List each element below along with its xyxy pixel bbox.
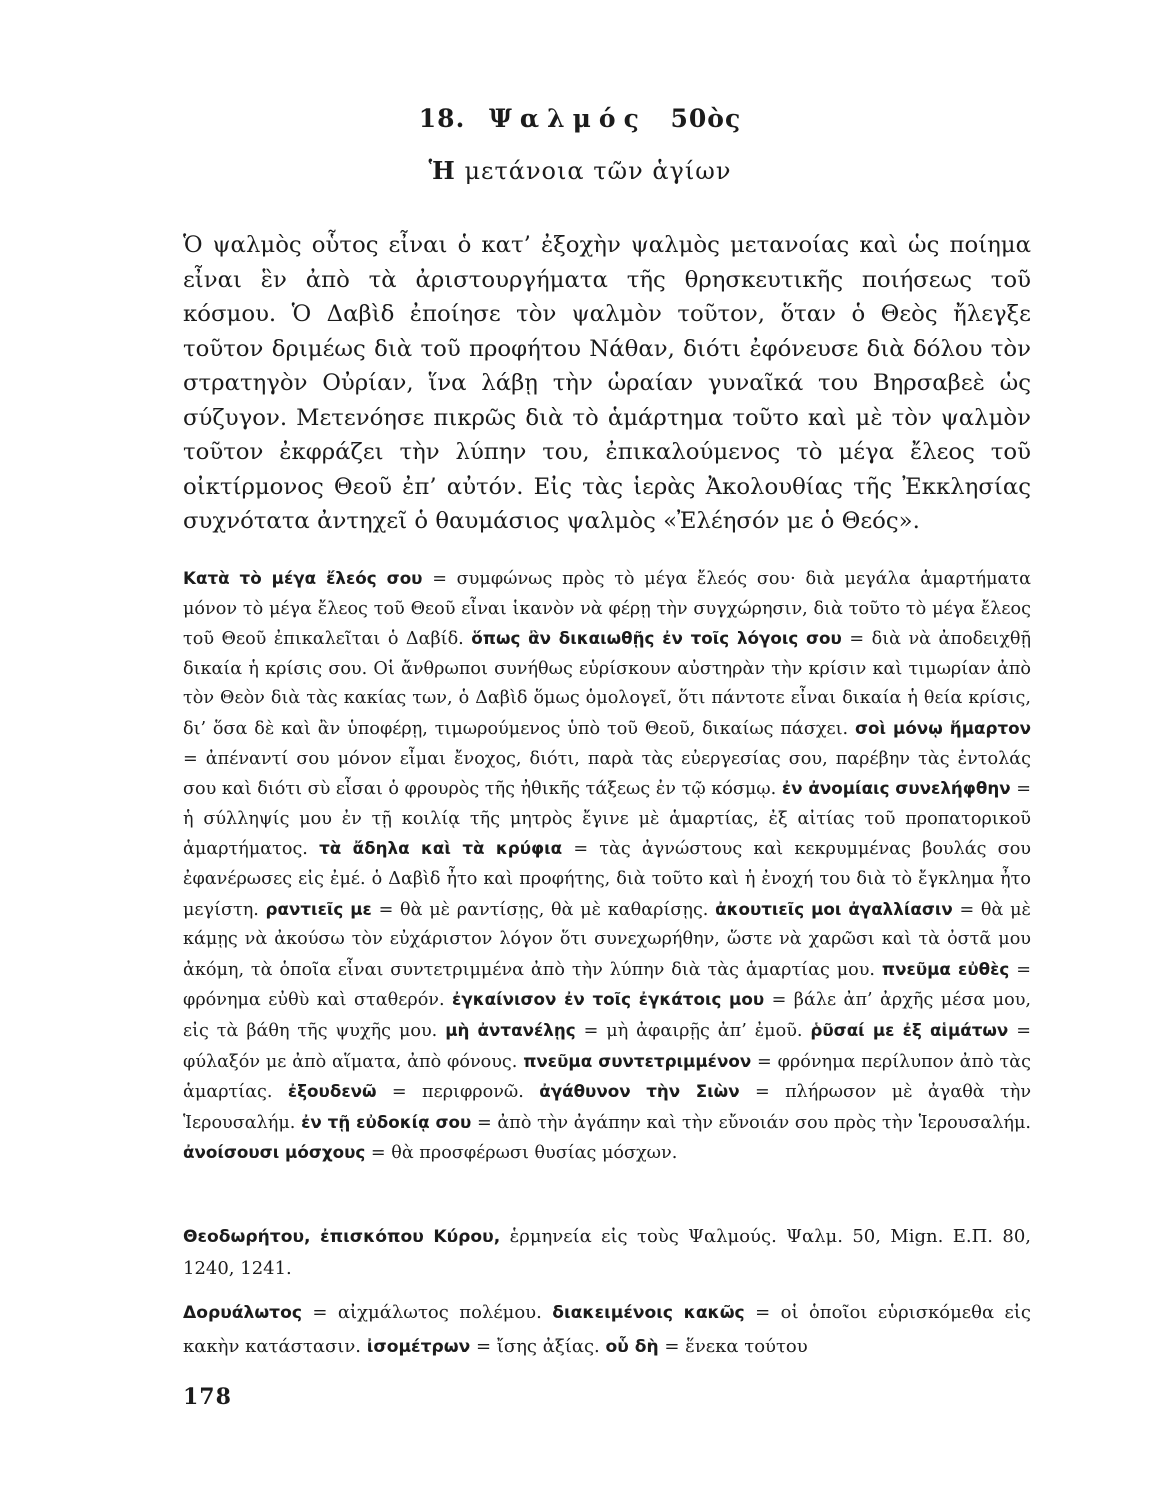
notes-term: ἐν ἀνομίαις συνελήφθην [781,778,1011,799]
chapter-number: 18. [418,104,466,133]
notes-definition: = φρόνημα εὐθὺ καὶ σταθερόν. [183,959,1031,1011]
commentary-notes [183,564,1031,1169]
notes-term: ῥῦσαί με ἐξ αἱμάτων [810,1019,1009,1040]
notes-term: τὰ ἄδηλα καὶ τὰ κρύφια [319,838,563,859]
notes-definition: = θὰ μὲ ραντίσῃς, θὰ μὲ καθαρίσῃς. [371,899,716,920]
notes-definition: = ἡ σύλληψίς μου ἐν τῇ κοιλίᾳ τῆς μητρὸς ἔγινε μὲ ἁμαρτίας, ἐξ αἰτίας τοῦ προπατορικοῦ ἁμαρτήματος. [183,779,1032,860]
notes-term: πνεῦμα συντετριμμένον [523,1050,752,1071]
notes-term: πνεῦμα εὐθὲς [881,958,1010,979]
notes-term: ἀγάθυνον τὴν Σιὼν [539,1081,740,1102]
glossary-term: ἰσομέτρων [366,1337,471,1357]
notes-term: ὅπως ἂν δικαιωθῇς ἐν τοῖς λόγοις σου [471,628,842,649]
intro-paragraph: Ὁ ψαλμὸς οὗτος εἶναι ὁ κατ’ ἐξοχὴν ψαλμὸς μετανοίας καὶ ὡς ποίημα εἶναι ἓν ἀπὸ τὰ ἀριστουργήματα τῆς θρησκευτικῆς ποιήσεως τοῦ κόσμου. Ὁ Δαβὶδ ἐποίησε τὸν ψαλμὸν τοῦτον, ὅταν ὁ Θεὸς ἤλεγξε τοῦτον δριμέως διὰ τοῦ προφήτου Νάθαν, διότι ἐφόνευσε διὰ δόλου τὸν στρατηγὸν Οὐρίαν, ἵνα λάβῃ τὴν ὡραίαν γυναῖκά του Βηρσαβεὲ ὡς σύζυγον. Μετενόησε πικρῶς διὰ τὸ ἁμάρτημα τοῦτο καὶ μὲ τὸν ψαλμὸν τοῦτον ἐκφράζει τὴν λύπην του, ἐπικαλούμενος τὸ μέγα ἔλεος τοῦ οἰκτίρμονος Θεοῦ ἐπ’ αὐτόν. Εἰς τὰς ἱερὰς Ἀκολουθίας τῆς Ἐκκλησίας συχνότατα ἀντηχεῖ ὁ θαυμάσιος ψαλμὸς «Ἐλέησόν με ὁ Θεός». [183,232,1031,534]
notes-definition: = βάλε ἀπ’ ἀρχῆς μέσα μου, εἰς τὰ βάθη τῆς ψυχῆς μου. [183,990,1031,1041]
notes-definition: = τὰς ἀγνώστους καὶ κεκρυμμένας βουλάς σου ἐφανέρωσες εἰς ἐμέ. ὁ Δαβὶδ ἦτο καὶ προφήτης, διὰ τοῦτο καὶ ἡ ἐνοχή του διὰ τὸ ἔγκλημα ἦτο μεγίστη. [183,839,1031,920]
subtitle-article: Ἡ [428,156,456,185]
notes-definition: = διὰ νὰ ἀποδειχθῇ δικαία ἡ κρίσις σου. Οἱ ἄνθρωποι συνήθως εὑρίσκουν αὐστηρὰν τὴν κρίσιν καὶ τιμωρίαν ἀπὸ τὸν Θεὸν διὰ τὰς κακίας των, ὁ Δαβὶδ ὅμως ὁμολογεῖ, ὅτι πάντοτε εἶναι δικαία ἡ θεία κρίσις, δι’ ὅσα δὲ καὶ ἂν ὑποφέρῃ, τιμωρούμενος ὑπὸ τοῦ Θεοῦ, δικαίως πάσχει. [183,629,1031,739]
notes-definition: = ἀπὸ τὴν ἀγάπην καὶ τὴν εὔνοιάν σου πρὸς τὴν Ἱερουσαλήμ. [471,1112,1031,1133]
glossary-definition: = ἕνεκα τούτου [658,1336,808,1357]
notes-term: Κατὰ τὸ μέγα ἔλεός σου [183,568,423,588]
chapter-subtitle [0,156,1160,185]
notes-term: ἐγκαίνισον ἐν τοῖς ἐγκάτοις μου [452,989,765,1010]
source-credit [183,1221,1031,1285]
notes-definition: = μὴ ἀφαιρῇς ἀπ’ ἐμοῦ. [575,1020,811,1041]
credit-author: Θεοδωρήτου, ἐπισκόπου Κύρου, [183,1227,501,1247]
notes-term: ἀκουτιεῖς μοι ἀγαλλίασιν [715,898,953,919]
notes-definition: = θὰ προσφέρωσι θυσίας μόσχων. [365,1143,678,1164]
subtitle-text: μετάνοια τῶν ἁγίων [464,157,732,185]
notes-definition: = συμφώνως πρὸς τὸ μέγα ἔλεός σου· διὰ μεγάλα ἁμαρτήματα μόνον τὸ μέγα ἔλεος τοῦ Θεοῦ εἶναι ἱκανὸν νὰ φέρῃ τὴν συγχώρησιν, διὰ τοῦτο τὸ μέγα ἔλεος τοῦ Θεοῦ ἐπικαλεῖται ὁ Δαβίδ. [183,569,1031,650]
notes-definition: = περιφρονῶ. [376,1082,540,1103]
chapter-title: Ψαλμός [489,104,647,133]
notes-term: ἐξουδενῶ [287,1081,377,1102]
notes-term: μὴ ἀντανέλῃς [445,1019,576,1040]
notes-definition: = ἀπέναντί σου μόνον εἶμαι ἔνοχος, διότι, παρὰ τὰς εὐεργεσίας σου, παρέβην τὰς ἐντολάς σου καὶ διότι σὺ εἶσαι ὁ φρουρὸς τῆς ἠθικῆς τάξεως ἐν τῷ κόσμῳ. [183,748,1031,800]
glossary-definition: = οἱ ὁποῖοι εὑρισκόμεθα εἰς κακὴν κατάστασιν. [183,1302,1031,1357]
glossary-definition: = ἴσης ἀξίας. [470,1336,606,1357]
notes-term: ραντιεῖς με [265,898,372,919]
chapter-heading [0,104,1160,133]
credit-text: ἑρμηνεία εἰς τοὺς Ψαλμούς. Ψαλμ. 50, Mign. E.Π. 80, 1240, 1241. [183,1226,1031,1279]
glossary-term: οὗ δὴ [605,1337,659,1357]
glossary-term: Δορυάλωτος [183,1303,302,1323]
page-number: 178 [183,1384,232,1410]
notes-definition: = φρόνημα περίλυπον ἀπὸ τὰς ἁμαρτίας. [183,1051,1031,1103]
notes-term: ἀνοίσουσι μόσχους [183,1142,366,1163]
glossary-definition: = αἰχμάλωτος πολέμου. [301,1302,553,1323]
glossary-term: διακειμένοις κακῶς [552,1303,745,1323]
chapter-title-tail: 50ὸς [670,104,742,133]
notes-term: ἐν τῇ εὐδοκίᾳ σου [301,1111,472,1132]
notes-definition: = πλήρωσον μὲ ἀγαθὰ τὴν Ἱερουσαλήμ. [183,1082,1032,1133]
notes-definition: = θὰ μὲ κάμῃς νὰ ἀκούσω τὸν εὐχάριστον λόγον ὅτι συνεχωρήθην, ὥστε νὰ χαρῶσι καὶ τὰ ὀστᾶ μου ἀκόμη, τὰ ὁποῖα εἶναι συντετριμμένα ἀπὸ τὴν λύπην διὰ τὰς ἁμαρτίας μου. [183,899,1031,980]
glossary-notes [183,1296,1031,1364]
notes-definition: = φύλαξόν με ἀπὸ αἵματα, ἀπὸ φόνους. [183,1020,1031,1072]
notes-term: σοὶ μόνῳ ἥμαρτον [854,717,1031,738]
